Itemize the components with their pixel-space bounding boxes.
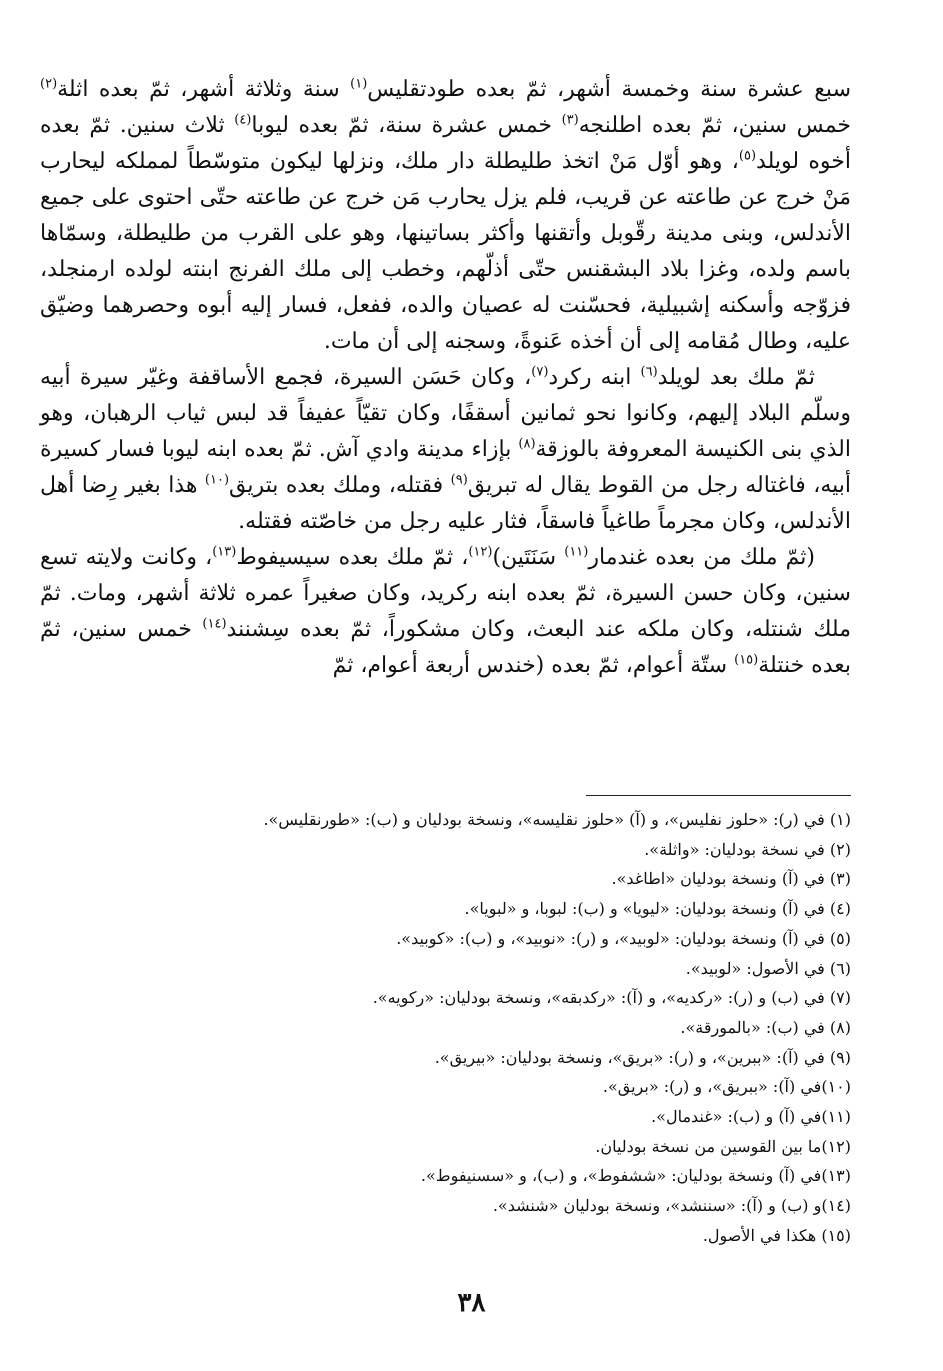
text-run: ، وهو أوّل مَنْ اتخذ طليطلة دار ملك، ونزلها ليكون متوسّطاً لمملكه ليحارب مَنْ خرج عن طاعته عن قريب، فلم يزل يحارب مَن خرج عن طاعته حتّى احتوى على جميع الأندلس، وبنى مدينة رقّوبل وأتقنها وأكثر بساتينها، وهو على القرب من طليطلة، وسمّاها باسم ولده، وغزا بلاد البشقنس حتّى أذلّهم، وخطب إلى ملك الفرنج ابنته لولده ارمنجلد، فزوّجه وأسكنه إشبيلية، فحسّنت له عصيان والده، ففعل، فسار إليه أبوه وحصرهما وضيّق عليه، وطال مُقامه إلى أن أخذه عَنوةً، وسجنه إلى أن مات. — [40, 149, 851, 354]
text-run: ستّة أعوام، ثمّ بعده (خندس أربعة أعوام، ثمّ — [332, 653, 735, 678]
footnote-ref: (٥) — [738, 148, 757, 164]
footnote-separator — [586, 795, 851, 796]
text-run: بإزاء مدينة وادي آش. ثمّ بعده ابنه ليوبا فسار كسيرة أبيه، فاغتاله رجل من القوط يقال له تبريق — [40, 437, 851, 498]
footnote: (٤) في (آ) ونسخة بودليان: «ليويا» و (ب): لبوبا، و «لبويا». — [464, 899, 851, 919]
text-run: سنة وثلاثة أشهر، ثمّ بعده اثلة — [57, 77, 351, 102]
paragraph — [40, 72, 851, 360]
text-run: ، وكانت ولايته تسع سنين، وكان حسن السيرة، ثمّ بعده ابنه ركريد، وكان صغيراً عمره ثلاثة أشهر، ومات. ثمّ ملك شنتله، وكان ملكه عند البعث، وكان مشكوراً، ثمّ بعده سِشنند — [40, 545, 852, 642]
footnote-ref: (٧) — [531, 364, 549, 380]
footnote-ref: (٦) — [640, 364, 658, 380]
footnote: (٣) في (آ) ونسخة بودليان «اطاغد». — [611, 869, 851, 889]
footnote-ref: (١٢) — [468, 544, 493, 560]
footnote: (٩) في (آ): «ببرين»، و (ر): «بريق»، ونسخة بودليان: «بيريق». — [434, 1047, 851, 1067]
footnote-ref: (١٣) — [212, 544, 237, 560]
footnote: (١٢)ما بين القوسين من نسخة بودليان. — [595, 1136, 851, 1156]
page-number: ٣٨ — [457, 1288, 486, 1318]
footnote-ref: (٨) — [518, 436, 536, 452]
text-run: فقتله، وملك بعده بتريق — [229, 473, 451, 498]
footnote: (١) في (ر): «حلوز نفليس»، و (آ) «حلوز نقليسه»، ونسخة بودليان و (ب): «طورنقليس». — [263, 810, 851, 829]
footnote-ref: (١٥) — [734, 652, 759, 668]
footnote-ref: (٤) — [234, 112, 252, 128]
footnote-ref: (١) — [350, 76, 368, 92]
footnote: (٥) في (آ) ونسخة بودليان: «لوبيد»، و (ر): «نوبيد»، و (ب): «كوبيد». — [396, 928, 851, 948]
text-run: خمس سنين، ثمّ بعده خنتلة — [40, 617, 851, 678]
text-run: ، ثمّ ملك بعده سيسيفوط — [236, 545, 469, 570]
footnote: (١٤)و (ب) و (آ): «سننشد»، ونسخة بودليان «شنشد». — [492, 1196, 851, 1216]
paragraph — [40, 540, 851, 684]
text-run: هذا بغير رِضا أهل الأندلس، وكان مجرماً طاغياً فاسقاً، فثار عليه رجل من خاصّته فقتله. — [40, 473, 851, 534]
footnote-ref: (٣) — [561, 112, 579, 128]
text-run: سبع عشرة سنة وخمسة أشهر، ثمّ بعده طودتقليس — [367, 77, 852, 102]
footnote: (١٠)في (آ): «ببريق»، و (ر): «بريق». — [602, 1077, 851, 1097]
footnote: (٨) في (ب): «بالمورقة». — [680, 1017, 851, 1037]
footnote: (٦) في الأصول: «لوبيد». — [685, 958, 851, 978]
footnotes-list — [60, 805, 851, 1251]
footnote-ref: (١٤) — [202, 616, 227, 632]
footnote-ref: (٩) — [450, 472, 468, 488]
footnote: (٢) في نسخة بودليان: «واثلة». — [644, 839, 851, 859]
footnote-ref: (١١) — [564, 544, 589, 560]
text-run: خمس عشرة سنة، ثمّ بعده ليوبا — [251, 113, 562, 138]
footnote: (١١)في (آ) و (ب): «غندمال». — [651, 1107, 851, 1127]
text-run: ابنه ركرد — [548, 365, 641, 390]
footnote: (١٣)في (آ) ونسخة بودليان: «ششفوط»، و (ب)، و «سسنيفوط». — [420, 1166, 851, 1186]
text-run: ، وكان حَسَن السيرة، فجمع الأساقفة وغيّر سيرة أبيه وسلّم البلاد إليهم، وكانوا نحو ثمانين أسقفًا، وكان تقيّاً عفيفاً قد لبس ثياب الرهبان، وهو الذي بنى الكنيسة المعروفة بالوزقة — [40, 365, 851, 462]
footnote: (١٥) هكذا في الأصول. — [702, 1225, 851, 1245]
main-text — [40, 72, 851, 684]
text-run: خمس سنين، ثمّ بعده اطلنجه — [578, 113, 852, 138]
footnote-ref: (٢) — [40, 76, 58, 92]
text-run: ثمّ ملك بعد لويلد — [657, 365, 815, 390]
text-run: (ثمّ ملك من بعده غندمار — [588, 545, 815, 570]
footnote-ref: (١٠) — [204, 472, 230, 488]
text-run: ثلاث سنين. ثمّ بعده أخوه لويلد — [40, 113, 851, 174]
footnote: (٧) في (ب) و (ر): «ركديه»، و (آ): «ركدبقه»، ونسخة بودليان: «ركويه». — [372, 988, 851, 1008]
paragraph — [40, 360, 851, 540]
text-run: سَنَتَين) — [492, 545, 565, 570]
